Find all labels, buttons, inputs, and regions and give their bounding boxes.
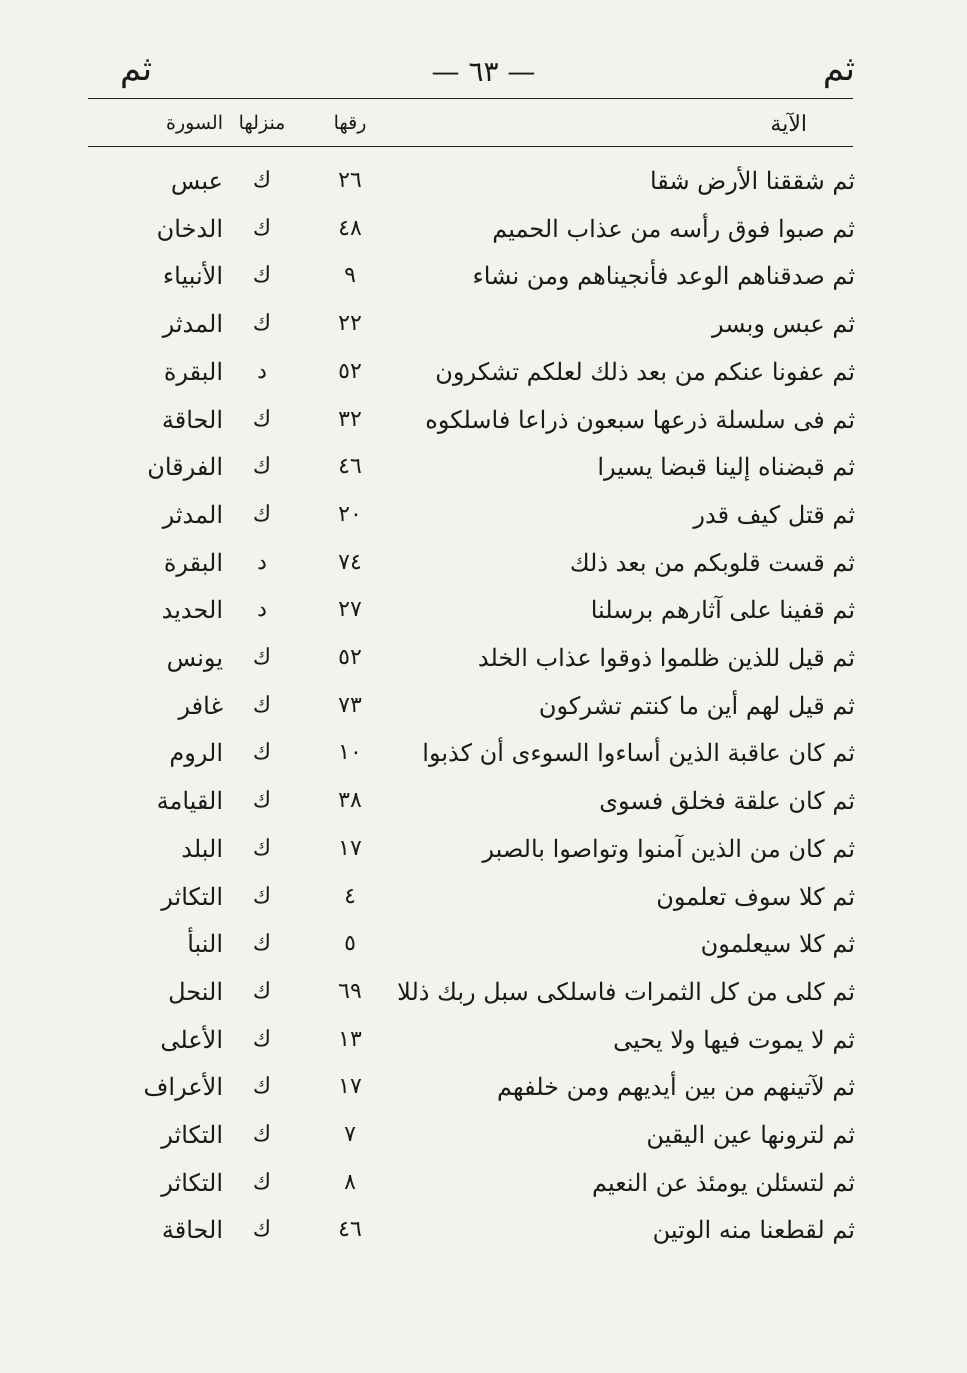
verse-text: ثم لقطعنا منه الوتين bbox=[652, 1216, 855, 1245]
verse-text: ثم صدقناهم الوعد فأنجيناهم ومن نشاء bbox=[472, 262, 855, 291]
revelation-place: ك bbox=[252, 978, 272, 1004]
surah-name: المدثر bbox=[162, 310, 223, 339]
surah-name: التكاثر bbox=[161, 1121, 223, 1149]
verse-number: ٢٦ bbox=[338, 168, 362, 193]
verse-number: ٨ bbox=[344, 1169, 356, 1195]
surah-name: يونس bbox=[166, 644, 223, 672]
surah-name: التكاثر bbox=[161, 882, 223, 911]
column-header-revelation: منزلها bbox=[238, 112, 286, 134]
revelation-place: ك bbox=[252, 645, 272, 670]
verse-text: ثم قتل كيف قدر bbox=[693, 500, 855, 529]
surah-name: الحاقة bbox=[161, 405, 223, 434]
table-row bbox=[0, 255, 967, 301]
verse-number: ٤٦ bbox=[338, 454, 362, 480]
verse-text: ثم قبضناه إلينا قبضا يسيرا bbox=[597, 453, 855, 482]
revelation-place: ك bbox=[252, 406, 272, 432]
table-row bbox=[0, 399, 967, 445]
revelation-place: د bbox=[257, 549, 267, 575]
surah-name: المدثر bbox=[162, 500, 223, 529]
table-row bbox=[0, 876, 967, 922]
revelation-place: ك bbox=[252, 1026, 272, 1052]
table-row bbox=[0, 494, 967, 540]
header-rule bbox=[88, 146, 853, 147]
verse-text: ثم كان عاقبة الذين أساءوا السوءى أن كذبوا bbox=[422, 739, 855, 768]
verse-number: ٧٣ bbox=[338, 692, 362, 718]
verse-text: ثم لترونها عين اليقين bbox=[646, 1121, 855, 1149]
page-number: — ٦٣ — bbox=[431, 55, 536, 88]
verse-number: ١٣ bbox=[338, 1026, 362, 1052]
verse-text: ثم قيل لهم أين ما كنتم تشركون bbox=[538, 691, 855, 720]
revelation-place: د bbox=[257, 597, 267, 623]
surah-name: عبس bbox=[170, 167, 223, 195]
verse-number: ٩ bbox=[344, 263, 356, 289]
table-row bbox=[0, 923, 967, 969]
verse-number: ٥٢ bbox=[338, 645, 362, 670]
verse-number: ٤٦ bbox=[338, 1217, 362, 1243]
verse-text: ثم صبوا فوق رأسه من عذاب الحميم bbox=[492, 214, 855, 243]
revelation-place: ك bbox=[252, 788, 272, 814]
revelation-place: ك bbox=[252, 215, 272, 241]
verse-number: ١٧ bbox=[338, 835, 362, 861]
running-head-left: ثم bbox=[120, 49, 153, 89]
verse-text: ثم لآتينهم من بين أيديهم ومن خلفهم bbox=[497, 1073, 855, 1102]
verse-text: ثم لتسئلن يومئذ عن النعيم bbox=[592, 1168, 855, 1197]
column-header-number: رقها bbox=[333, 112, 367, 134]
table-row bbox=[0, 1114, 967, 1160]
surah-name: النحل bbox=[168, 977, 223, 1006]
revelation-place: ك bbox=[252, 740, 272, 766]
surah-name: النبأ bbox=[187, 930, 223, 959]
surah-name: التكاثر bbox=[161, 1168, 223, 1197]
surah-name: الحاقة bbox=[161, 1216, 223, 1245]
verse-text: ثم قفينا على آثارهم برسلنا bbox=[590, 596, 855, 625]
verse-number: ١٠ bbox=[338, 740, 362, 766]
verse-number: ٢٢ bbox=[338, 311, 362, 337]
verse-text: ثم كلى من كل الثمرات فاسلكى سبل ربك ذللا bbox=[397, 977, 855, 1006]
verse-number: ٤ bbox=[344, 883, 356, 909]
revelation-place: ك bbox=[252, 835, 272, 861]
verse-text: ثم عبس وبسر bbox=[712, 310, 855, 339]
verse-number: ٢٠ bbox=[338, 501, 362, 527]
table-row bbox=[0, 589, 967, 635]
surah-name: القيامة bbox=[156, 787, 223, 816]
surah-name: البقرة bbox=[163, 357, 223, 386]
column-header-verse: الآية bbox=[770, 112, 807, 137]
table-row bbox=[0, 446, 967, 492]
verse-text: ثم عفونا عنكم من بعد ذلك لعلكم تشكرون bbox=[435, 357, 855, 386]
verse-number: ٣٢ bbox=[338, 406, 362, 432]
top-rule bbox=[88, 98, 853, 99]
table-row bbox=[0, 828, 967, 874]
verse-text: ثم قيل للذين ظلموا ذوقوا عذاب الخلد bbox=[477, 644, 855, 672]
table-row bbox=[0, 160, 967, 206]
revelation-place: د bbox=[257, 358, 267, 384]
surah-name: الأعلى bbox=[160, 1025, 223, 1054]
table-row bbox=[0, 685, 967, 731]
revelation-place: ك bbox=[252, 931, 272, 957]
verse-text: ثم فى سلسلة ذرعها سبعون ذراعا فاسلكوه bbox=[425, 405, 855, 434]
verse-number: ٥ bbox=[344, 931, 356, 957]
surah-name: غافر bbox=[178, 691, 223, 720]
verse-number: ٤٨ bbox=[338, 215, 362, 241]
table-row bbox=[0, 303, 967, 349]
table-row bbox=[0, 1162, 967, 1208]
verse-number: ٧٤ bbox=[338, 549, 362, 575]
table-row bbox=[0, 637, 967, 683]
revelation-place: ك bbox=[252, 1122, 272, 1147]
verse-text: ثم كلا سوف تعلمون bbox=[656, 882, 855, 911]
revelation-place: ك bbox=[252, 692, 272, 718]
table-row bbox=[0, 732, 967, 778]
verse-number: ٣٨ bbox=[338, 788, 362, 814]
verse-text: ثم كان من الذين آمنوا وتواصوا بالصبر bbox=[482, 834, 855, 863]
revelation-place: ك bbox=[252, 1074, 272, 1100]
table-row bbox=[0, 971, 967, 1017]
surah-name: البلد bbox=[181, 834, 223, 863]
verse-number: ٧ bbox=[344, 1122, 356, 1147]
revelation-place: ك bbox=[252, 1217, 272, 1243]
revelation-place: ك bbox=[252, 311, 272, 337]
verse-text: ثم كان علقة فخلق فسوى bbox=[599, 787, 855, 816]
table-row bbox=[0, 542, 967, 588]
revelation-place: ك bbox=[252, 454, 272, 480]
surah-name: الحديد bbox=[161, 596, 223, 625]
verse-text: ثم شققنا الأرض شقا bbox=[649, 167, 855, 195]
table-row bbox=[0, 351, 967, 397]
revelation-place: ك bbox=[252, 501, 272, 527]
verse-text: ثم قست قلوبكم من بعد ذلك bbox=[569, 548, 855, 577]
verse-number: ١٧ bbox=[338, 1074, 362, 1100]
table-row bbox=[0, 780, 967, 826]
table-row bbox=[0, 1209, 967, 1255]
verse-text: ثم لا يموت فيها ولا يحيى bbox=[613, 1025, 855, 1054]
revelation-place: ك bbox=[252, 263, 272, 289]
surah-name: الأعراف bbox=[143, 1073, 223, 1102]
revelation-place: ك bbox=[252, 168, 272, 193]
table-row bbox=[0, 208, 967, 254]
surah-name: الروم bbox=[169, 739, 223, 768]
revelation-place: ك bbox=[252, 883, 272, 909]
surah-name: الأنبياء bbox=[162, 262, 223, 291]
table-row bbox=[0, 1066, 967, 1112]
surah-name: الفرقان bbox=[147, 453, 223, 482]
verse-number: ٥٢ bbox=[338, 358, 362, 384]
column-header-surah: السورة bbox=[166, 112, 223, 134]
running-head-right: ثم bbox=[822, 49, 855, 89]
revelation-place: ك bbox=[252, 1169, 272, 1195]
surah-name: الدخان bbox=[156, 214, 223, 243]
table-row bbox=[0, 1019, 967, 1065]
verse-number: ٦٩ bbox=[338, 978, 362, 1004]
verse-number: ٢٧ bbox=[338, 597, 362, 623]
surah-name: البقرة bbox=[163, 548, 223, 577]
verse-text: ثم كلا سيعلمون bbox=[700, 930, 855, 959]
